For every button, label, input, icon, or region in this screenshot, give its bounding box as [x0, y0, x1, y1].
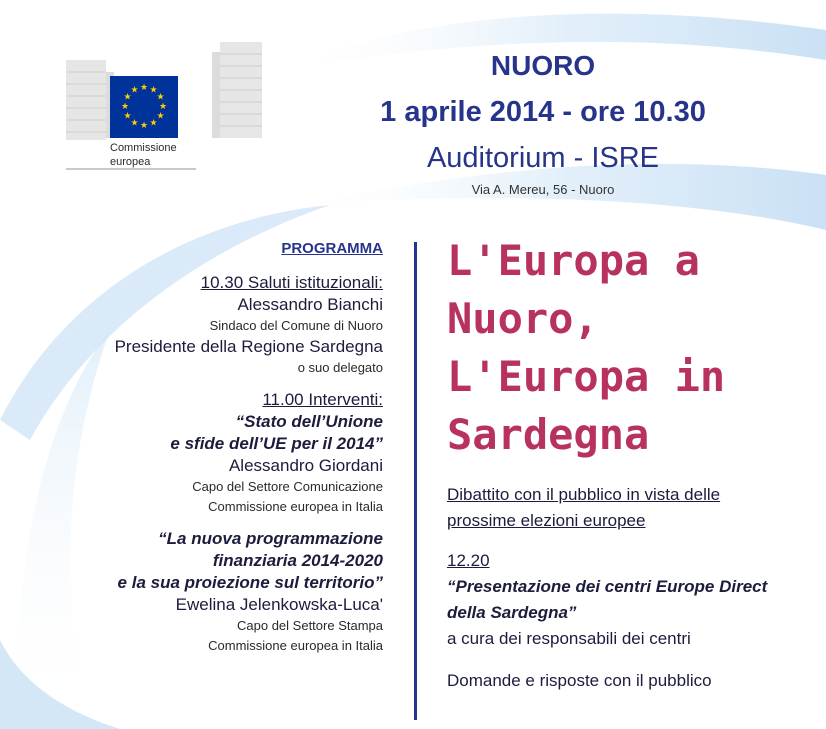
column-divider	[414, 242, 417, 720]
svg-text:★: ★	[139, 83, 149, 93]
svg-text:★: ★	[149, 85, 158, 96]
european-commission-logo	[66, 42, 262, 176]
program-time-2: 11.00 Interventi:	[262, 390, 383, 409]
berlaymont-building-icon	[66, 42, 262, 176]
speaker-role: Commissione europea in Italia	[208, 638, 383, 653]
talk-title: e sfide dell’UE per il 2014”	[170, 434, 383, 453]
event-address: Via A. Mereu, 56 - Nuoro	[471, 182, 615, 197]
svg-text:★: ★	[130, 85, 139, 96]
svg-text:★: ★	[139, 121, 149, 131]
svg-text:★: ★	[130, 118, 139, 129]
questions-answers: Domande e risposte con il pubblico	[447, 671, 712, 690]
speaker-name: Ewelina Jelenkowska-Luca'	[175, 595, 383, 614]
event-headline	[447, 232, 822, 464]
svg-text:★: ★	[120, 102, 130, 112]
headline-line: Sardegna	[447, 410, 650, 459]
svg-text:★: ★	[149, 118, 158, 129]
speaker-role: Capo del Settore Stampa	[237, 618, 383, 633]
speaker-name: Alessandro Bianchi	[237, 295, 383, 314]
talk-title: “La nuova programmazione	[158, 529, 383, 548]
debate-line: prossime elezioni europee	[447, 511, 646, 530]
talk-title: e la sua proiezione sul territorio”	[117, 573, 383, 592]
speaker-name: Alessandro Giordani	[228, 456, 383, 475]
program-column	[60, 240, 383, 656]
debate-line: Dibattito con il pubblico in vista delle	[447, 485, 721, 504]
svg-text:★: ★	[123, 92, 132, 103]
speaker-role: o suo delegato	[297, 360, 383, 375]
event-date: 1 aprile 2014 - ore 10.30	[380, 96, 706, 128]
headline-line: L'Europa in	[447, 352, 726, 401]
event-city: NUORO	[490, 50, 596, 81]
program-time-3: 12.20	[447, 551, 490, 570]
event-venue: Auditorium - ISRE	[426, 142, 660, 174]
talk-title: della Sardegna”	[447, 603, 577, 622]
talk-title: “Stato dell’Unione	[235, 412, 383, 431]
headline-column	[447, 232, 822, 694]
program-title: PROGRAMMA	[281, 240, 383, 257]
svg-text:★: ★	[158, 102, 168, 112]
speaker-role: Capo del Settore Comunicazione	[192, 479, 383, 494]
talk-title: “Presentazione dei centri Europe Direct	[447, 577, 768, 596]
speaker-role: Commissione europea in Italia	[208, 499, 383, 514]
curated-by: a cura dei responsabili dei centri	[447, 629, 691, 648]
svg-text:★: ★	[156, 111, 165, 122]
logo-line-2: europea	[110, 156, 151, 168]
svg-text:★: ★	[156, 92, 165, 103]
talk-title: finanziaria 2014-2020	[212, 551, 383, 570]
speaker-name: Presidente della Regione Sardegna	[114, 337, 383, 356]
headline-line: L'Europa a	[447, 236, 700, 285]
headline-line: Nuoro,	[447, 294, 599, 343]
speaker-role: Sindaco del Comune di Nuoro	[209, 318, 383, 333]
program-time-1: 10.30 Saluti istituzionali:	[200, 273, 383, 292]
svg-text:★: ★	[123, 111, 132, 122]
logo-line-1: Commissione	[110, 142, 177, 154]
